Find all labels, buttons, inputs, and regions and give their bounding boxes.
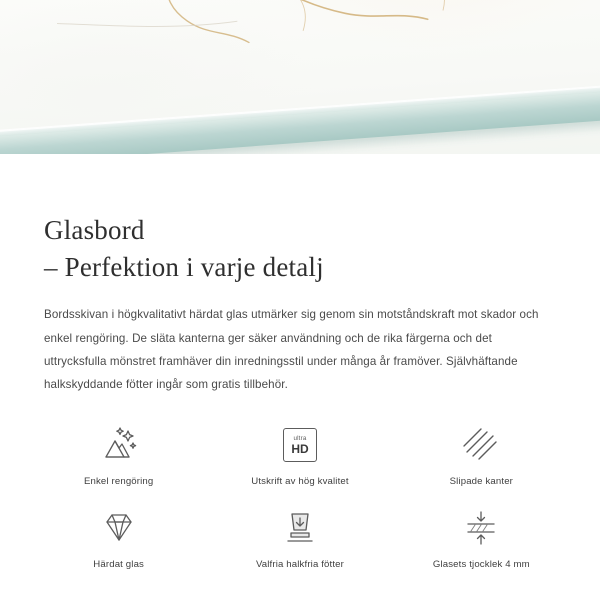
thickness-arrows-icon bbox=[458, 505, 504, 551]
beveled-edge-lines-icon bbox=[458, 422, 504, 468]
ultra-hd-icon bbox=[277, 422, 323, 468]
page-title bbox=[44, 212, 556, 285]
anti-slip-foot-icon bbox=[277, 505, 323, 551]
headline-line-1: Glasbord bbox=[44, 215, 145, 245]
hero-image bbox=[0, 0, 600, 200]
sparkle-cloth-icon bbox=[96, 422, 142, 468]
feature-item-glass-thickness bbox=[391, 505, 572, 570]
body-paragraph: Bordsskivan i högkvalitativt härdat glas utmärker sig genom sin motståndskraft mot skador och enkel rengöring. De släta kanterna ger säker användning och de rika färgerna och det uttrycksfulla mönstret framhäver din inredningsstil under många år framöver. Självhäftande halkskyddande fötter ingår som gratis tillbehör. bbox=[44, 308, 539, 391]
ultra-hd-badge-bottom: HD bbox=[291, 441, 309, 456]
feature-label: Härdat glas bbox=[93, 559, 145, 571]
headline-line-2: – Perfektion i varje detalj bbox=[44, 251, 324, 282]
feature-label: Slipade kanter bbox=[449, 476, 514, 488]
feature-item-polished-edges bbox=[391, 422, 572, 487]
diamond-icon bbox=[96, 505, 142, 551]
feature-grid bbox=[0, 422, 600, 570]
feature-item-tempered-glass bbox=[28, 505, 209, 570]
feature-label: Enkel rengöring bbox=[83, 476, 154, 488]
feature-label: Glasets tjocklek 4 mm bbox=[432, 559, 530, 571]
ultra-hd-badge-top: ultra bbox=[293, 434, 307, 442]
feature-item-print-quality bbox=[209, 422, 390, 487]
feature-item-anti-slip-feet bbox=[209, 505, 390, 570]
hero-bottom-mask bbox=[0, 154, 600, 200]
feature-item-easy-cleaning bbox=[28, 422, 209, 487]
feature-label: Utskrift av hög kvalitet bbox=[251, 476, 349, 488]
content-block bbox=[0, 212, 600, 396]
feature-label: Valfria halkfria fötter bbox=[255, 559, 345, 571]
